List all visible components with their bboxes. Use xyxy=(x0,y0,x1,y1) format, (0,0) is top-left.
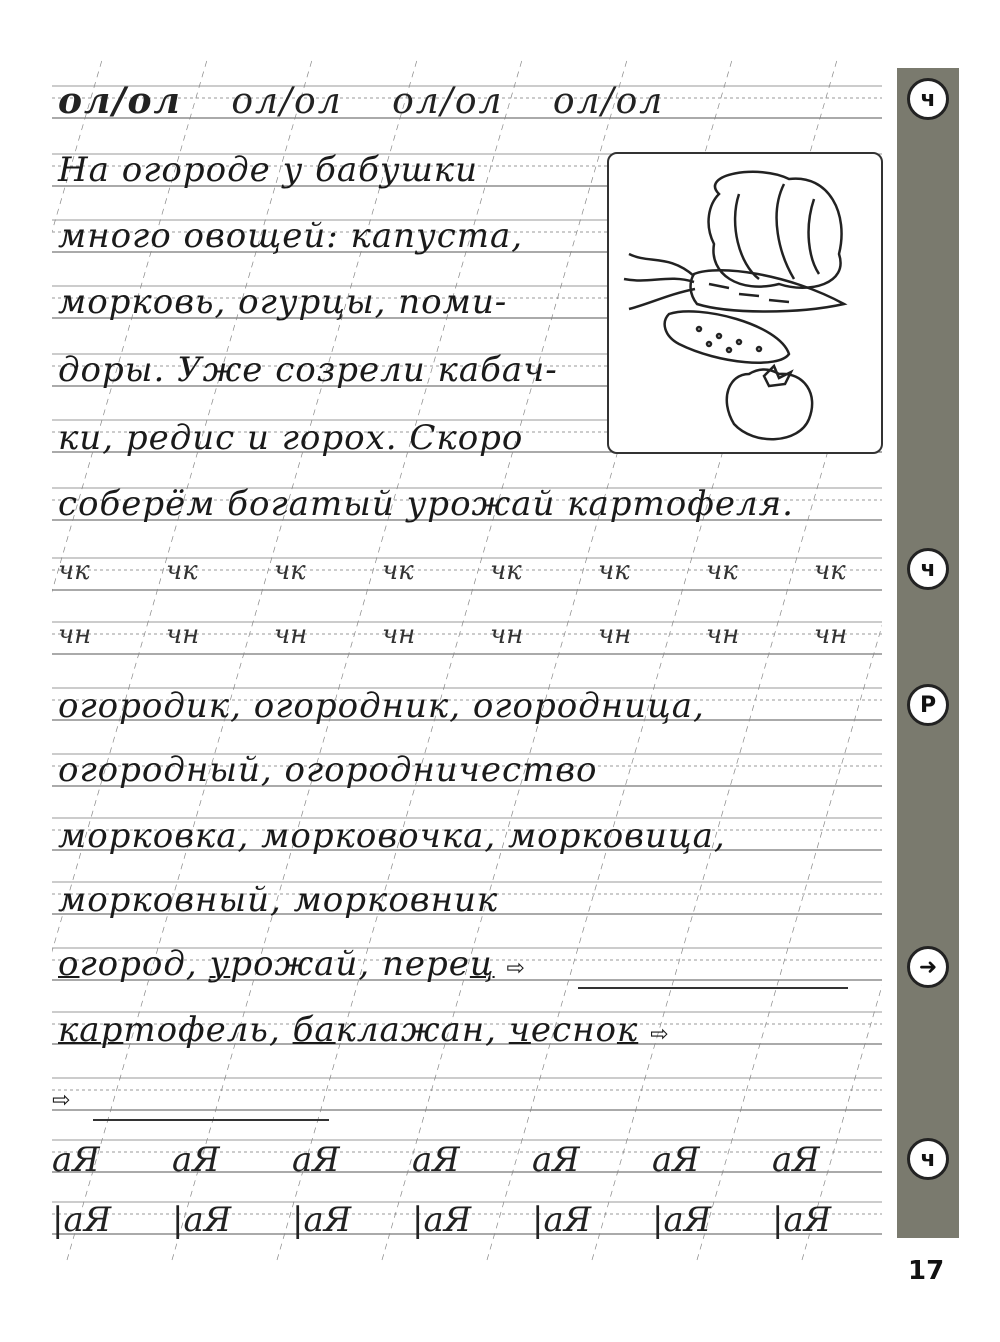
underlined-part: о xyxy=(58,944,80,984)
word-line: морковный, морковник xyxy=(58,880,499,920)
arrow-right-icon: ➜ xyxy=(907,946,949,988)
letter-pattern-row xyxy=(58,80,700,122)
exercise-line-1 xyxy=(58,944,848,989)
pattern-item: ол/ол xyxy=(392,81,504,122)
practice-item: чк xyxy=(166,556,198,586)
underlined-part: ба xyxy=(292,1010,336,1050)
arrow-icon: ⇨ xyxy=(52,1088,72,1113)
practice-item: чн xyxy=(598,620,632,650)
practice-item: |аЯ xyxy=(652,1200,712,1240)
page-number: 17 xyxy=(908,1256,945,1286)
text-line: ки, редис и горох. Скоро xyxy=(58,418,524,458)
practice-item: чк xyxy=(274,556,306,586)
arrow-icon: ⇨ xyxy=(650,1022,670,1047)
answer-blank[interactable] xyxy=(93,1119,329,1121)
chn-practice-row xyxy=(58,620,922,650)
practice-item: аЯ xyxy=(292,1140,340,1180)
word-rest: город, xyxy=(79,944,210,984)
text-line: соберём богатый урожай картофеля. xyxy=(58,484,794,524)
practice-item: чк xyxy=(598,556,630,586)
pattern-item: ол/ол xyxy=(552,81,665,122)
word-rest: тофель, xyxy=(123,1010,293,1050)
practice-item: аЯ xyxy=(532,1140,580,1180)
practice-item: |аЯ xyxy=(532,1200,592,1240)
practice-item: чк xyxy=(814,556,846,586)
underlined-part: кар xyxy=(58,1010,124,1050)
practice-item: чк xyxy=(490,556,522,586)
ay-practice-row-top xyxy=(52,1140,892,1180)
chk-practice-row xyxy=(58,556,922,586)
word-line: огородик, огородник, огородница, xyxy=(58,686,705,726)
word-rest: есно xyxy=(530,1010,617,1050)
pattern-item: ол/ол xyxy=(58,80,182,122)
practice-item: |аЯ xyxy=(292,1200,352,1240)
text-line: много овощей: капуста, xyxy=(58,216,524,256)
vegetables-illustration xyxy=(607,152,883,454)
practice-item: чн xyxy=(382,620,416,650)
underlined-part: ц xyxy=(469,944,495,984)
text-line: доры. Уже созрели кабач- xyxy=(58,350,558,390)
practice-item: аЯ xyxy=(52,1140,100,1180)
calligraphy-icon: ч xyxy=(907,1138,949,1180)
word-line: морковка, морковочка, морковица, xyxy=(58,816,726,856)
word xyxy=(210,944,382,984)
practice-item: чн xyxy=(274,620,308,650)
practice-item: чк xyxy=(706,556,738,586)
practice-item: |аЯ xyxy=(772,1200,832,1240)
ay-practice-row-bottom xyxy=(52,1200,892,1240)
practice-item: аЯ xyxy=(772,1140,820,1180)
word-rest: рожай, xyxy=(230,944,382,984)
answer-blank[interactable] xyxy=(578,987,848,989)
word xyxy=(509,1010,639,1050)
word xyxy=(58,944,210,984)
practice-item: |аЯ xyxy=(412,1200,472,1240)
side-strip xyxy=(897,68,959,1238)
word xyxy=(293,1010,509,1050)
practice-item: чк xyxy=(382,556,414,586)
practice-item: |аЯ xyxy=(52,1200,112,1240)
practice-item: чк xyxy=(58,556,90,586)
word-rest: клажан, xyxy=(335,1010,509,1050)
pattern-item: ол/ол xyxy=(231,81,343,122)
practice-item: чн xyxy=(706,620,740,650)
practice-item: чн xyxy=(490,620,524,650)
speech-icon: Р xyxy=(907,684,949,726)
underlined-part: у xyxy=(209,944,231,984)
practice-item: чн xyxy=(814,620,848,650)
practice-item: аЯ xyxy=(652,1140,700,1180)
calligraphy-icon: ч xyxy=(907,78,949,120)
underlined-part: к xyxy=(616,1010,639,1050)
practice-item: аЯ xyxy=(412,1140,460,1180)
vegetables-icon xyxy=(609,154,881,452)
word-line: огородный, огородничество xyxy=(58,750,598,790)
calligraphy-icon: ч xyxy=(907,548,949,590)
arrow-icon: ⇨ xyxy=(506,956,526,981)
practice-item: аЯ xyxy=(172,1140,220,1180)
underlined-part: ч xyxy=(508,1010,531,1050)
word xyxy=(382,944,495,984)
word xyxy=(58,1010,293,1050)
exercise-line-2 xyxy=(58,1010,670,1055)
exercise-line-3 xyxy=(52,1076,329,1121)
practice-item: чн xyxy=(166,620,200,650)
practice-item: |аЯ xyxy=(172,1200,232,1240)
text-line: На огороде у бабушки xyxy=(58,150,478,190)
word-start: пере xyxy=(381,944,470,984)
text-line: морковь, огурцы, поми- xyxy=(58,282,508,322)
practice-item: чн xyxy=(58,620,92,650)
